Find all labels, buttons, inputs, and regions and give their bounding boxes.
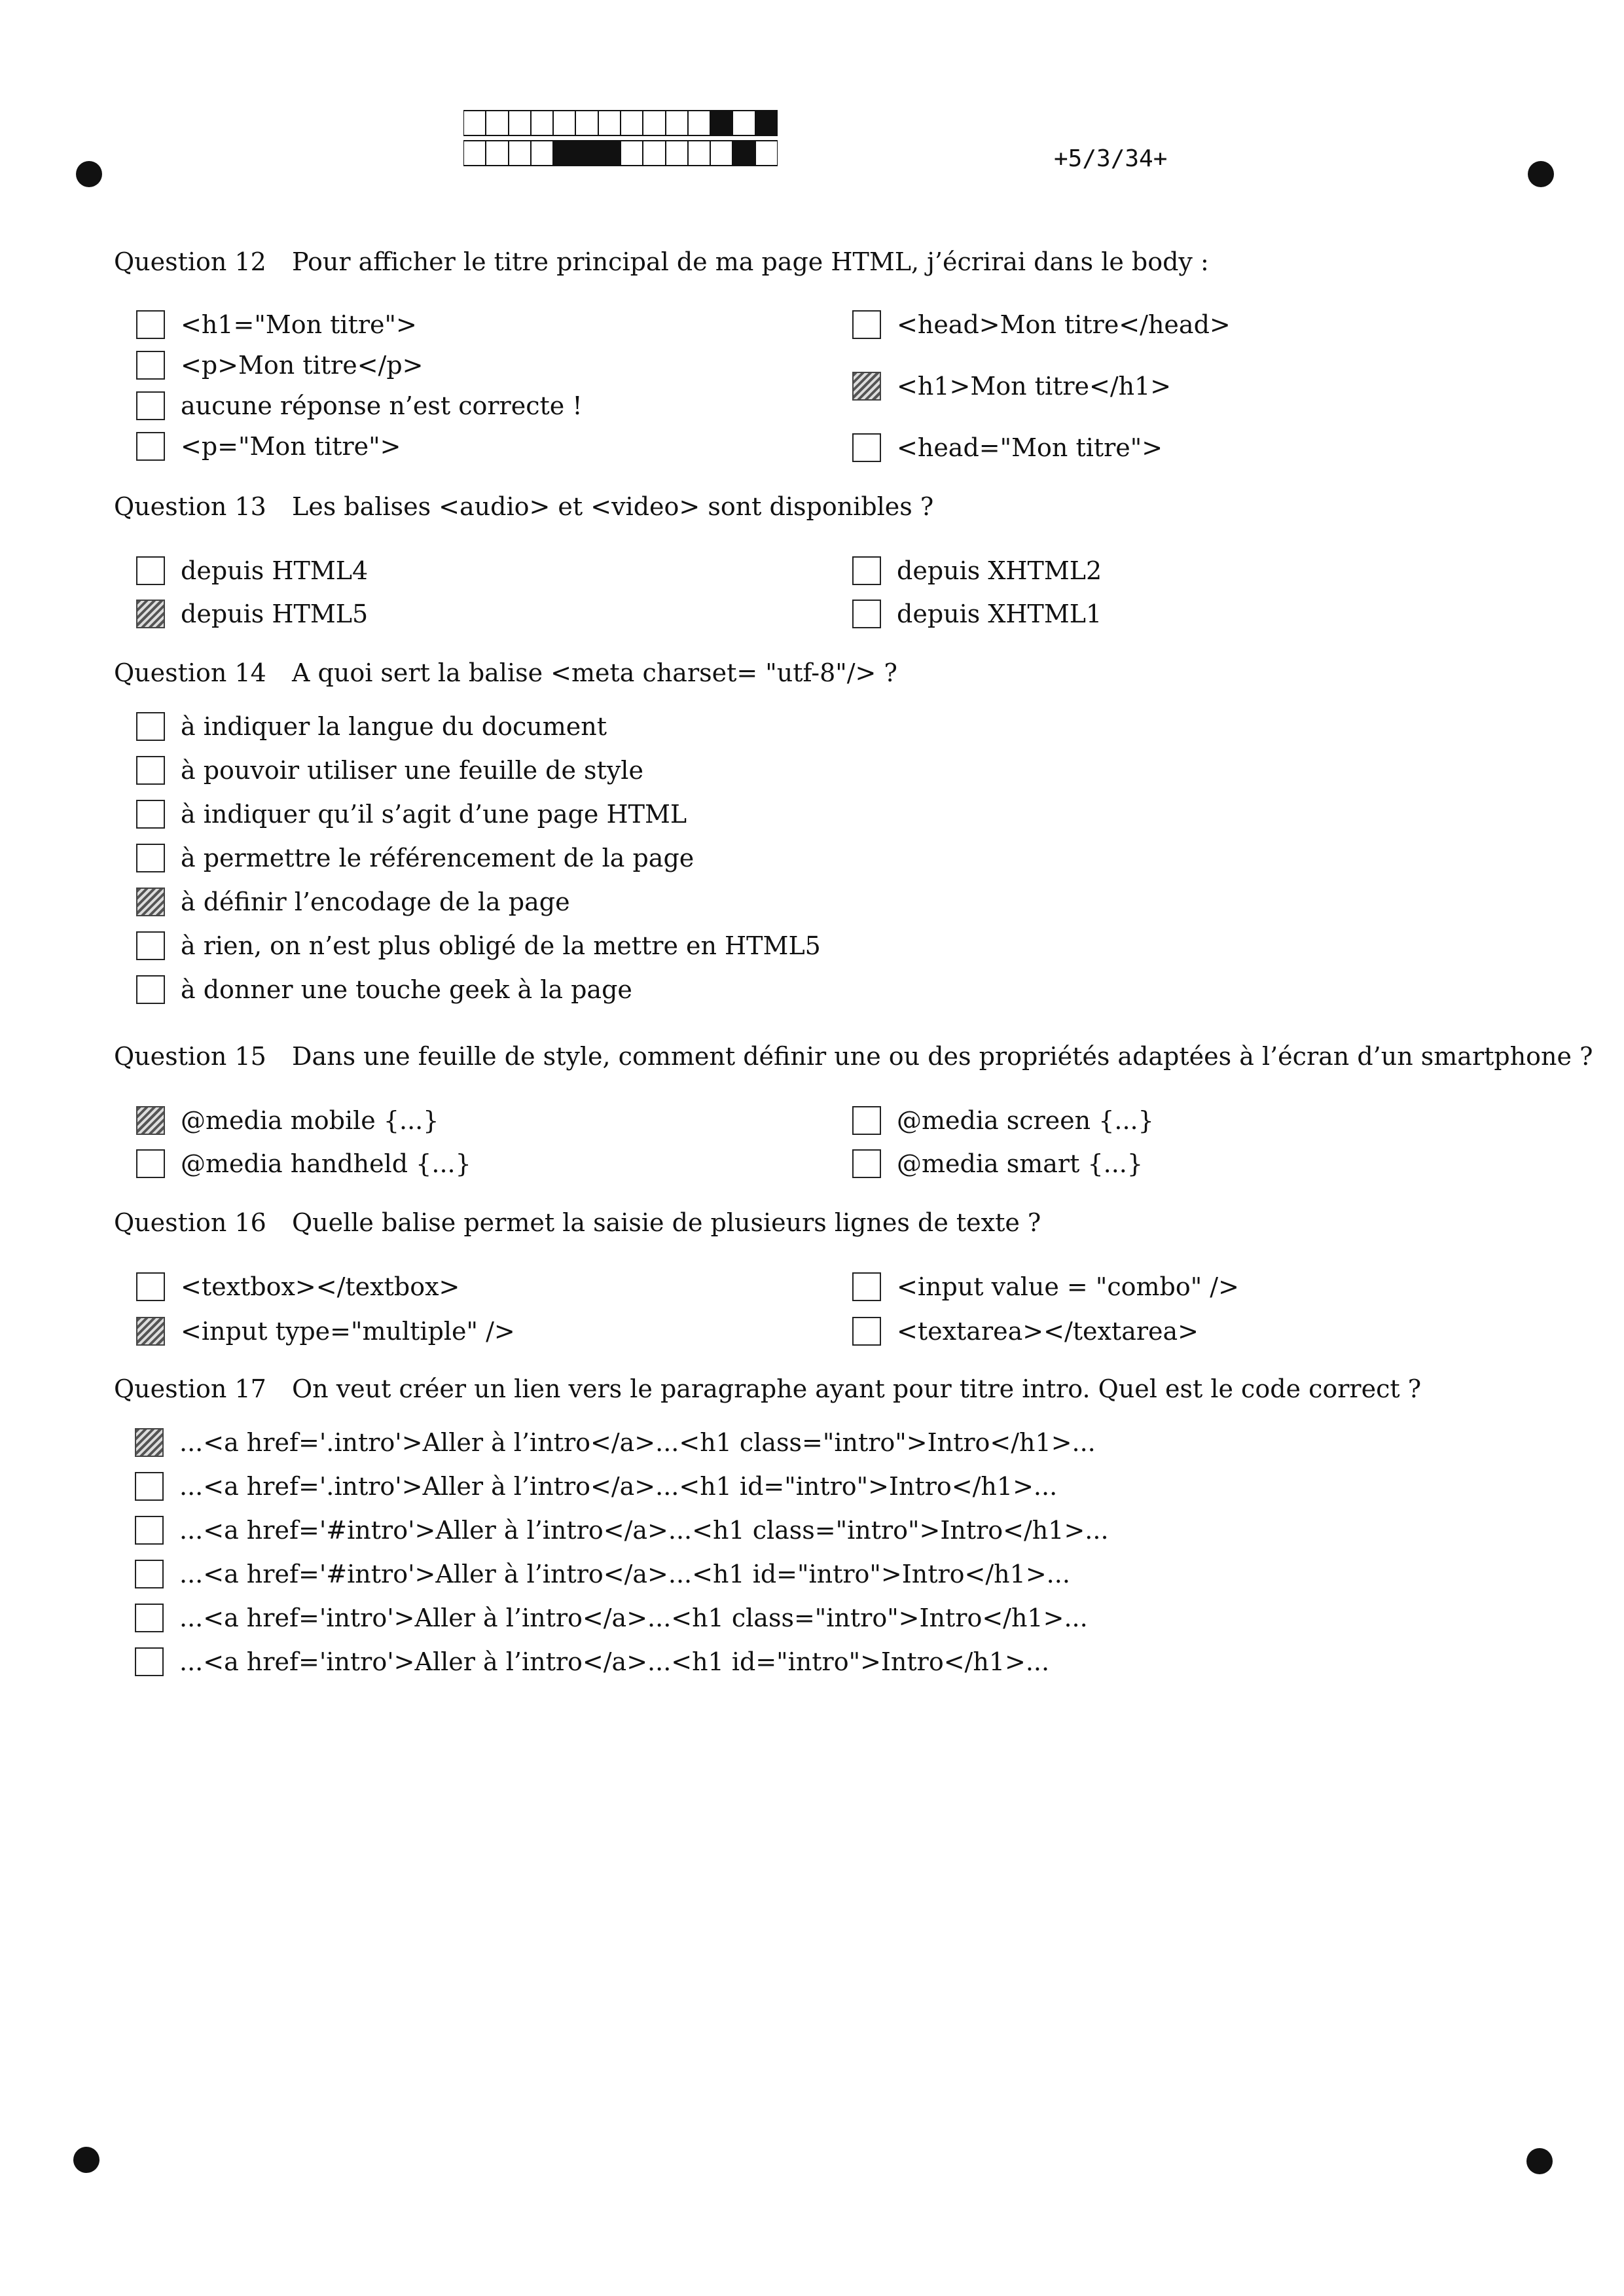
id-code-cell (643, 110, 665, 136)
answer-text: ...<a href='.intro'>Aller à l’intro</a>...<h1 id="intro">Intro</h1>... (179, 1472, 1058, 1501)
checkbox[interactable] (852, 600, 881, 628)
checkbox[interactable] (136, 310, 165, 339)
answer-text: <input type="multiple" /> (181, 1317, 515, 1346)
question-17-title (114, 1374, 1421, 1403)
question-text: Les balises <audio> et <video> sont disponibles ? (292, 492, 934, 521)
question-16-title (114, 1208, 1041, 1237)
answer-text: depuis HTML5 (181, 600, 369, 628)
id-code-cell (463, 110, 486, 136)
id-code-cell (553, 140, 575, 166)
answer-text: à pouvoir utiliser une feuille de style (181, 756, 643, 785)
checkbox[interactable] (136, 1317, 165, 1346)
answer-text: @media mobile {...} (181, 1106, 439, 1135)
answer-option[interactable] (136, 391, 583, 420)
id-code-cell (732, 110, 755, 136)
answer-text: aucune réponse n’est correcte ! (181, 391, 583, 420)
answer-option[interactable] (852, 310, 1231, 339)
answer-option[interactable] (136, 1106, 439, 1135)
registration-mark-top-right (1528, 161, 1554, 187)
checkbox[interactable] (135, 1560, 164, 1588)
question-label: Question 16 (114, 1208, 266, 1237)
id-code-cell (688, 140, 710, 166)
answer-option[interactable] (136, 844, 694, 872)
answer-text: <head="Mon titre"> (897, 433, 1163, 462)
id-code-cell (598, 140, 621, 166)
checkbox[interactable] (852, 1272, 881, 1301)
answer-option[interactable] (136, 1272, 460, 1301)
checkbox[interactable] (136, 600, 165, 628)
answer-option[interactable] (136, 756, 643, 785)
checkbox[interactable] (852, 310, 881, 339)
answer-text: ...<a href='intro'>Aller à l’intro</a>...<h1 id="intro">Intro</h1>... (179, 1647, 1050, 1676)
answer-text: depuis HTML4 (181, 556, 369, 585)
registration-mark-top-left (76, 161, 102, 187)
id-code-row-1 (463, 110, 778, 136)
checkbox[interactable] (136, 931, 165, 960)
answer-text: <p>Mon titre</p> (181, 351, 424, 380)
id-code-cell (486, 140, 508, 166)
answer-text: <h1>Mon titre</h1> (897, 372, 1172, 401)
question-15-title (114, 1042, 1593, 1071)
checkbox[interactable] (135, 1647, 164, 1676)
registration-mark-bottom-right (1526, 2148, 1553, 2174)
question-text: Pour afficher le titre principal de ma page HTML, j’écrirai dans le body : (292, 247, 1209, 276)
answer-text: @media handheld {...} (181, 1149, 471, 1178)
checkbox[interactable] (852, 1317, 881, 1346)
id-code-row-2 (463, 140, 778, 166)
answer-text: depuis XHTML1 (897, 600, 1102, 628)
id-code-cell (598, 110, 621, 136)
answer-option[interactable] (852, 433, 1163, 462)
id-code-cell (509, 110, 531, 136)
question-12-title (114, 247, 1209, 276)
checkbox[interactable] (136, 1272, 165, 1301)
page-id: +5/3/34+ (1054, 145, 1168, 172)
registration-mark-bottom-left (73, 2147, 99, 2173)
answer-option[interactable] (136, 556, 368, 585)
question-label: Question 17 (114, 1374, 266, 1403)
answer-option[interactable] (135, 1647, 1049, 1676)
answer-text: <textarea></textarea> (897, 1317, 1199, 1346)
id-code-cell (666, 140, 688, 166)
answer-option[interactable] (136, 432, 401, 461)
question-text: Dans une feuille de style, comment définir une ou des propriétés adaptées à l’écran d’un smartphone ? (292, 1042, 1593, 1071)
answer-option[interactable] (135, 1516, 1109, 1545)
id-code-cell (755, 140, 778, 166)
answer-option[interactable] (136, 600, 368, 628)
answer-option[interactable] (136, 712, 607, 741)
answer-text: à donner une touche geek à la page (181, 975, 632, 1004)
checkbox[interactable] (135, 1604, 164, 1632)
answer-option[interactable] (136, 1317, 515, 1346)
answer-option[interactable] (852, 556, 1102, 585)
question-text: On veut créer un lien vers le paragraphe ayant pour titre intro. Quel est le code correct ? (292, 1374, 1422, 1403)
checkbox[interactable] (136, 1106, 165, 1135)
answer-option[interactable] (136, 310, 417, 339)
answer-option[interactable] (852, 1106, 1154, 1135)
checkbox[interactable] (136, 432, 165, 461)
answer-text: depuis XHTML2 (897, 556, 1102, 585)
answer-option[interactable] (135, 1560, 1070, 1588)
id-code-cell (553, 110, 575, 136)
id-code-cell (710, 110, 732, 136)
checkbox[interactable] (135, 1428, 164, 1457)
question-label: Question 15 (114, 1042, 266, 1071)
answer-text: ...<a href='.intro'>Aller à l’intro</a>...<h1 class="intro">Intro</h1>... (179, 1428, 1096, 1457)
checkbox[interactable] (852, 372, 881, 401)
answer-option[interactable] (136, 931, 821, 960)
answer-option[interactable] (852, 1149, 1143, 1178)
question-label: Question 13 (114, 492, 266, 521)
answer-text: ...<a href='#intro'>Aller à l’intro</a>...<h1 class="intro">Intro</h1>... (179, 1516, 1109, 1545)
question-label: Question 12 (114, 247, 266, 276)
id-code-cell (531, 110, 553, 136)
question-13-title (114, 492, 933, 521)
checkbox[interactable] (852, 556, 881, 585)
checkbox[interactable] (136, 844, 165, 872)
answer-text: <textbox></textbox> (181, 1272, 460, 1301)
answer-text: ...<a href='#intro'>Aller à l’intro</a>...<h1 id="intro">Intro</h1>... (179, 1560, 1070, 1588)
answer-option[interactable] (136, 351, 424, 380)
question-text: A quoi sert la balise <meta charset= "utf-8"/> ? (292, 658, 897, 687)
answer-text: à indiquer la langue du document (181, 712, 607, 741)
checkbox[interactable] (852, 1149, 881, 1178)
id-code-cell (531, 140, 553, 166)
checkbox[interactable] (136, 1149, 165, 1178)
checkbox[interactable] (136, 712, 165, 741)
id-code-cell (463, 140, 486, 166)
checkbox[interactable] (136, 556, 165, 585)
id-code-cell (710, 140, 732, 166)
checkbox[interactable] (136, 391, 165, 420)
id-code-cell (666, 110, 688, 136)
answer-option[interactable] (852, 1317, 1199, 1346)
checkbox[interactable] (135, 1516, 164, 1545)
question-14-title (114, 658, 897, 687)
checkbox[interactable] (852, 1106, 881, 1135)
answer-option[interactable] (136, 975, 632, 1004)
id-code-cell (621, 110, 643, 136)
id-code-cell (643, 140, 665, 166)
answer-option[interactable] (852, 600, 1102, 628)
answer-text: à permettre le référencement de la page (181, 844, 695, 872)
answer-option[interactable] (135, 1604, 1088, 1632)
answer-option[interactable] (852, 372, 1171, 401)
answer-text: @media screen {...} (897, 1106, 1154, 1135)
id-code-cell (486, 110, 508, 136)
id-code-cell (732, 140, 755, 166)
id-code-cell (688, 110, 710, 136)
answer-text: <head>Mon titre</head> (897, 310, 1231, 339)
answer-option[interactable] (135, 1472, 1057, 1501)
checkbox[interactable] (136, 888, 165, 916)
checkbox[interactable] (135, 1472, 164, 1501)
checkbox[interactable] (136, 756, 165, 785)
answer-text: ...<a href='intro'>Aller à l’intro</a>...<h1 class="intro">Intro</h1>... (179, 1604, 1088, 1632)
question-text: Quelle balise permet la saisie de plusieurs lignes de texte ? (292, 1208, 1041, 1237)
question-label: Question 14 (114, 658, 266, 687)
answer-text: <input value = "combo" /> (897, 1272, 1239, 1301)
answer-text: à indiquer qu’il s’agit d’une page HTML (181, 800, 687, 829)
id-code-cell (509, 140, 531, 166)
answer-text: <h1="Mon titre"> (181, 310, 417, 339)
id-code-cell (575, 110, 598, 136)
answer-option[interactable] (136, 1149, 471, 1178)
checkbox[interactable] (136, 975, 165, 1004)
answer-text: à rien, on n’est plus obligé de la mettre en HTML5 (181, 931, 821, 960)
id-code-cell (621, 140, 643, 166)
id-code-cell (755, 110, 778, 136)
checkbox[interactable] (852, 433, 881, 462)
answer-option[interactable] (852, 1272, 1239, 1301)
answer-option[interactable] (136, 800, 687, 829)
answer-option[interactable] (135, 1428, 1096, 1457)
answer-text: à définir l’encodage de la page (181, 888, 570, 916)
answer-text: <p="Mon titre"> (181, 432, 401, 461)
checkbox[interactable] (136, 800, 165, 829)
id-code-cell (575, 140, 598, 166)
answer-text: @media smart {...} (897, 1149, 1144, 1178)
answer-option[interactable] (136, 888, 570, 916)
checkbox[interactable] (136, 351, 165, 380)
